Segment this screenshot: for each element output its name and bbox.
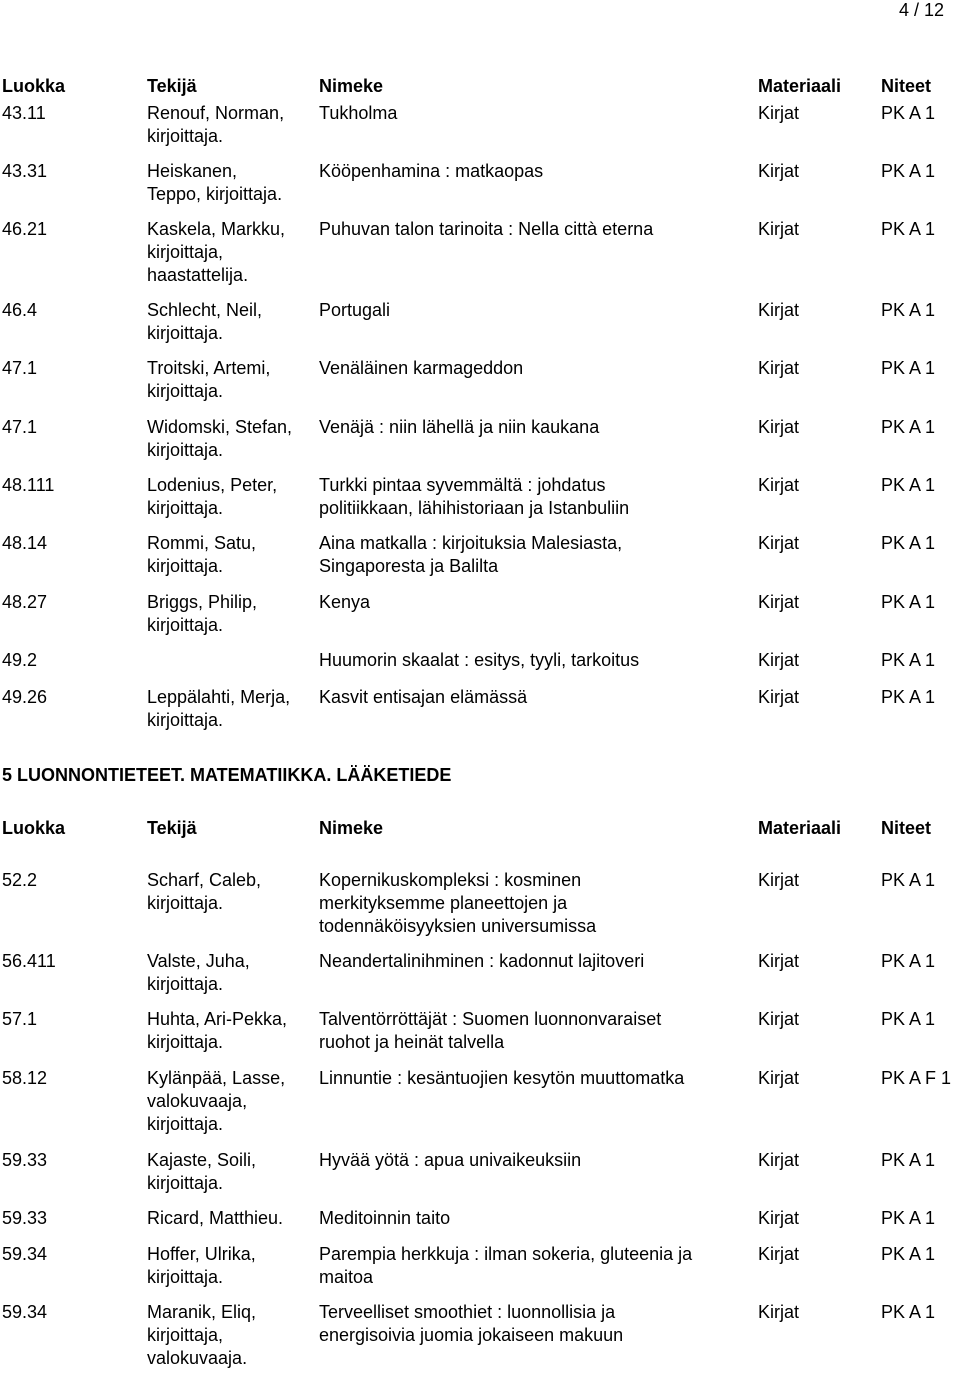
cell-materiaali: Kirjat <box>758 1244 800 1264</box>
cell-niteet: PK A 1 <box>881 103 936 123</box>
cell-tekija: Kajaste, Soili, kirjoittaja. <box>147 1150 257 1193</box>
cell-luokka: 48.111 <box>2 475 55 495</box>
cell-nimeke: Parempia herkkuja : ilman sokeria, gluteenia ja maitoa <box>319 1244 693 1287</box>
cell-niteet: PK A 1 <box>881 1244 936 1264</box>
cell-materiaali: Kirjat <box>758 650 800 670</box>
column-header-luokka: Luokka <box>2 76 66 96</box>
cell-nimeke: Huumorin skaalat : esitys, tyyli, tarkoitus <box>319 650 640 670</box>
cell-tekija: Ricard, Matthieu. <box>147 1208 284 1228</box>
cell-luokka: 43.31 <box>2 161 48 181</box>
column-header-nimeke: Nimeke <box>319 76 384 96</box>
cell-materiaali: Kirjat <box>758 1302 800 1322</box>
cell-materiaali: Kirjat <box>758 358 800 378</box>
cell-nimeke: Venäjä : niin lähellä ja niin kaukana <box>319 417 600 437</box>
cell-niteet: PK A 1 <box>881 687 936 707</box>
cell-niteet: PK A 1 <box>881 1150 936 1170</box>
cell-niteet: PK A 1 <box>881 1208 936 1228</box>
cell-nimeke: Portugali <box>319 300 391 320</box>
cell-materiaali: Kirjat <box>758 103 800 123</box>
cell-nimeke: Kenya <box>319 592 371 612</box>
cell-luokka: 57.1 <box>2 1009 38 1029</box>
cell-niteet: PK A F 1 <box>881 1068 952 1088</box>
cell-tekija: Kylänpää, Lasse, valokuvaaja, kirjoittaja. <box>147 1068 286 1134</box>
cell-niteet: PK A 1 <box>881 533 936 553</box>
cell-luokka: 46.21 <box>2 219 48 239</box>
cell-materiaali: Kirjat <box>758 1208 800 1228</box>
cell-materiaali: Kirjat <box>758 687 800 707</box>
column-header-materiaali: Materiaali <box>758 76 842 96</box>
cell-luokka: 56.411 <box>2 951 56 971</box>
cell-tekija: Heiskanen, Teppo, kirjoittaja. <box>147 161 283 204</box>
cell-tekija: Kaskela, Markku, kirjoittaja, haastattelija. <box>147 219 286 285</box>
cell-nimeke: Linnuntie : kesäntuojien kesytön muuttomatka <box>319 1068 685 1088</box>
cell-nimeke: Talventörröttäjät : Suomen luonnonvaraiset ruohot ja heinät talvella <box>319 1009 662 1052</box>
column-header-luokka: Luokka <box>2 818 66 838</box>
cell-tekija: Hoffer, Ulrika, kirjoittaja. <box>147 1244 256 1287</box>
column-header-materiaali: Materiaali <box>758 818 842 838</box>
cell-niteet: PK A 1 <box>881 951 936 971</box>
cell-materiaali: Kirjat <box>758 475 800 495</box>
cell-tekija: Renouf, Norman, kirjoittaja. <box>147 103 285 146</box>
cell-nimeke: Neandertalinihminen : kadonnut lajitoveri <box>319 951 645 971</box>
cell-nimeke: Kasvit entisajan elämässä <box>319 687 528 707</box>
cell-luokka: 52.2 <box>2 870 38 890</box>
cell-nimeke: Puhuvan talon tarinoita : Nella città eterna <box>319 219 654 239</box>
cell-nimeke: Turkki pintaa syvemmältä : johdatus politiikkaan, lähihistoriaan ja Istanbuliin <box>319 475 630 518</box>
cell-materiaali: Kirjat <box>758 219 800 239</box>
cell-tekija: Maranik, Eliq, kirjoittaja, valokuvaaja. <box>147 1302 257 1368</box>
cell-niteet: PK A 1 <box>881 417 936 437</box>
cell-niteet: PK A 1 <box>881 870 936 890</box>
cell-nimeke: Kopernikuskompleksi : kosminen merkityksemme planeettojen ja todennäköisyyksien universumissa <box>319 870 597 936</box>
cell-niteet: PK A 1 <box>881 475 936 495</box>
cell-luokka: 43.11 <box>2 103 46 123</box>
cell-luokka: 46.4 <box>2 300 38 320</box>
cell-tekija: Leppälahti, Merja, kirjoittaja. <box>147 687 291 730</box>
cell-niteet: PK A 1 <box>881 1302 936 1322</box>
cell-materiaali: Kirjat <box>758 951 800 971</box>
page-number: 4 / 12 <box>898 0 944 20</box>
cell-materiaali: Kirjat <box>758 592 800 612</box>
cell-materiaali: Kirjat <box>758 161 800 181</box>
cell-niteet: PK A 1 <box>881 1009 936 1029</box>
cell-niteet: PK A 1 <box>881 300 936 320</box>
cell-tekija: Scharf, Caleb, kirjoittaja. <box>147 870 262 913</box>
cell-luokka: 47.1 <box>2 417 38 437</box>
cell-luokka: 59.33 <box>2 1150 48 1170</box>
cell-niteet: PK A 1 <box>881 358 936 378</box>
column-header-tekija: Tekijä <box>147 818 197 838</box>
cell-tekija: Huhta, Ari-Pekka, kirjoittaja. <box>147 1009 288 1052</box>
cell-tekija: Valste, Juha, kirjoittaja. <box>147 951 250 994</box>
column-header-nimeke: Nimeke <box>319 818 384 838</box>
cell-materiaali: Kirjat <box>758 870 800 890</box>
cell-niteet: PK A 1 <box>881 650 936 670</box>
cell-tekija: Troitski, Artemi, kirjoittaja. <box>147 358 271 401</box>
cell-nimeke: Meditoinnin taito <box>319 1208 451 1228</box>
cell-nimeke: Aina matkalla : kirjoituksia Malesiasta, Singaporesta ja Balilta <box>319 533 623 576</box>
section-heading: 5 LUONNONTIETEET. MATEMATIIKKA. LÄÄKETIEDE <box>2 765 452 785</box>
cell-nimeke: Terveelliset smoothiet : luonnollisia ja energisoivia juomia jokaiseen makuun <box>319 1302 624 1345</box>
cell-materiaali: Kirjat <box>758 417 800 437</box>
cell-materiaali: Kirjat <box>758 300 800 320</box>
cell-tekija: Schlecht, Neil, kirjoittaja. <box>147 300 263 343</box>
cell-luokka: 49.26 <box>2 687 48 707</box>
cell-nimeke: Tukholma <box>319 103 398 123</box>
cell-nimeke: Hyvää yötä : apua univaikeuksiin <box>319 1150 582 1170</box>
cell-materiaali: Kirjat <box>758 1150 800 1170</box>
cell-nimeke: Kööpenhamina : matkaopas <box>319 161 544 181</box>
cell-materiaali: Kirjat <box>758 1068 800 1088</box>
cell-luokka: 49.2 <box>2 650 38 670</box>
cell-tekija: Widomski, Stefan, kirjoittaja. <box>147 417 293 460</box>
cell-tekija: Lodenius, Peter, kirjoittaja. <box>147 475 278 518</box>
cell-nimeke: Venäläinen karmageddon <box>319 358 524 378</box>
column-header-niteet: Niteet <box>881 818 932 838</box>
column-header-niteet: Niteet <box>881 76 932 96</box>
cell-luokka: 59.34 <box>2 1244 48 1264</box>
cell-luokka: 47.1 <box>2 358 38 378</box>
cell-materiaali: Kirjat <box>758 533 800 553</box>
cell-tekija: Briggs, Philip, kirjoittaja. <box>147 592 258 635</box>
cell-niteet: PK A 1 <box>881 219 936 239</box>
cell-luokka: 48.14 <box>2 533 48 553</box>
cell-tekija: Rommi, Satu, kirjoittaja. <box>147 533 257 576</box>
cell-luokka: 48.27 <box>2 592 48 612</box>
cell-luokka: 59.33 <box>2 1208 48 1228</box>
cell-materiaali: Kirjat <box>758 1009 800 1029</box>
cell-niteet: PK A 1 <box>881 592 936 612</box>
cell-niteet: PK A 1 <box>881 161 936 181</box>
column-header-tekija: Tekijä <box>147 76 197 96</box>
cell-luokka: 58.12 <box>2 1068 48 1088</box>
cell-luokka: 59.34 <box>2 1302 48 1322</box>
